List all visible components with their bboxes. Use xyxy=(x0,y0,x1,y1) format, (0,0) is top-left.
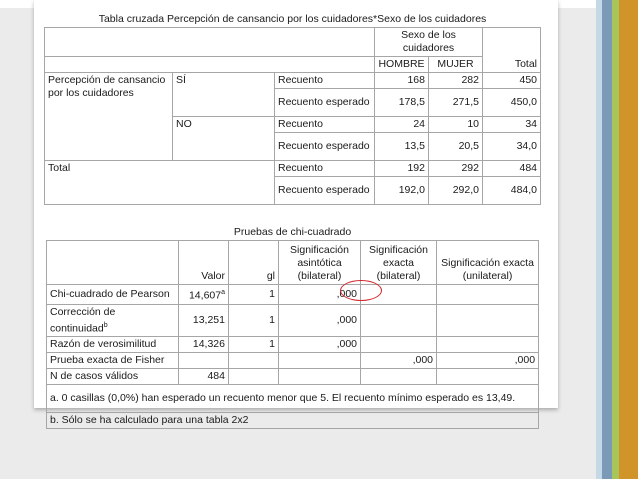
chi-title: Pruebas de chi-cuadrado xyxy=(47,225,539,241)
stat-label: Recuento esperado xyxy=(275,177,375,205)
footnote-marker: b xyxy=(103,321,108,329)
chi-sig-ex-uni xyxy=(437,337,539,353)
cell-value: 168 xyxy=(375,73,429,89)
stat-label: Recuento xyxy=(275,161,375,177)
cell-value: 20,5 xyxy=(429,133,483,161)
footnote-b: b. Sólo se ha calculado para una tabla 2x2 xyxy=(47,413,539,429)
crosstab-corner xyxy=(45,28,375,57)
chi-sig-asin xyxy=(279,353,361,369)
cell-value: 450 xyxy=(483,73,541,89)
col-header-mujer: MUJER xyxy=(429,57,483,73)
decorative-stripe-orange xyxy=(619,0,638,479)
chi-gl: 1 xyxy=(229,285,279,305)
cell-value: 271,5 xyxy=(429,89,483,117)
chi-row-label: Razón de verosimilitud xyxy=(47,337,179,353)
cell-value: 13,5 xyxy=(375,133,429,161)
cell-value: 484 xyxy=(483,161,541,177)
chi-sig-asin: ,000 xyxy=(279,285,361,305)
crosstab-corner-2 xyxy=(45,57,375,73)
chi-sig-asin: ,000 xyxy=(279,337,361,353)
cell-value: 450,0 xyxy=(483,89,541,117)
col-header-gl: gl xyxy=(229,241,279,285)
stat-label: Recuento xyxy=(275,73,375,89)
chi-sig-ex-bi xyxy=(361,337,437,353)
chi-valor: 484 xyxy=(179,369,229,385)
chi-sig-ex-uni: ,000 xyxy=(437,353,539,369)
cell-value: 192,0 xyxy=(375,177,429,205)
highlight-circle xyxy=(340,280,382,301)
row-total-label: Total xyxy=(45,161,275,205)
chi-valor xyxy=(179,353,229,369)
chi-sig-ex-uni xyxy=(437,369,539,385)
crosstab-table xyxy=(44,12,541,205)
chi-sig-ex-bi: ,000 xyxy=(361,353,437,369)
cell-value: 484,0 xyxy=(483,177,541,205)
chi-valor: 13,251 xyxy=(179,304,229,337)
chi-gl: 1 xyxy=(229,337,279,353)
group-label-no: NO xyxy=(173,117,275,161)
chi-sig-ex-uni xyxy=(437,285,539,305)
chi-sig-ex-bi xyxy=(361,369,437,385)
cell-value: 10 xyxy=(429,117,483,133)
chi-sig-asin xyxy=(279,369,361,385)
cell-value: 24 xyxy=(375,117,429,133)
chi-square-table xyxy=(46,225,539,429)
col-header-valor: Valor xyxy=(179,241,229,285)
col-header-total: Total xyxy=(483,28,541,73)
stat-label: Recuento xyxy=(275,117,375,133)
chi-row-label: N de casos válidos xyxy=(47,369,179,385)
crosstab-title: Tabla cruzada Percepción de cansancio por los cuidadores*Sexo de los cuidadores xyxy=(45,12,541,28)
cell-value: 34,0 xyxy=(483,133,541,161)
footnote-a: a. 0 casillas (0,0%) han esperado un recuento menor que 5. El recuento mínimo esperado es 13,49. xyxy=(47,385,539,413)
cell-value: 292 xyxy=(429,161,483,177)
cell-value: 34 xyxy=(483,117,541,133)
chi-row-label: Prueba exacta de Fisher xyxy=(47,353,179,369)
chi-row-label: Corrección de continuidad xyxy=(50,305,116,334)
decorative-stripe-blue xyxy=(602,0,612,479)
chi-gl xyxy=(229,353,279,369)
chi-row-label-cell xyxy=(47,304,179,337)
chi-valor-cell xyxy=(179,285,229,305)
cell-value: 178,5 xyxy=(375,89,429,117)
chi-sig-asin: ,000 xyxy=(279,304,361,337)
cell-value: 292,0 xyxy=(429,177,483,205)
chi-gl xyxy=(229,369,279,385)
chi-sig-ex-uni xyxy=(437,304,539,337)
decorative-stripe-green xyxy=(612,0,619,479)
col-header-sig-exacta-unilateral: Significación exacta (unilateral) xyxy=(437,241,539,285)
stat-label: Recuento esperado xyxy=(275,133,375,161)
stat-label: Recuento esperado xyxy=(275,89,375,117)
chi-valor: 14,326 xyxy=(179,337,229,353)
row-var-label: Percepción de cansancio por los cuidadores xyxy=(45,73,173,161)
chi-corner xyxy=(47,241,179,285)
col-header-sig-exacta-bilateral: Significación exacta (bilateral) xyxy=(361,241,437,285)
chi-row-label: Chi-cuadrado de Pearson xyxy=(47,285,179,305)
chi-sig-ex-bi xyxy=(361,304,437,337)
footnote-marker: a xyxy=(221,289,225,296)
cell-value: 192 xyxy=(375,161,429,177)
group-label-si: SÍ xyxy=(173,73,275,117)
chi-valor: 14,607 xyxy=(188,289,222,302)
col-header-sig-asintotica: Significación asintótica (bilateral) xyxy=(279,241,361,285)
col-group-header: Sexo de los cuidadores xyxy=(375,28,483,57)
cell-value: 282 xyxy=(429,73,483,89)
chi-gl: 1 xyxy=(229,304,279,337)
col-header-hombre: HOMBRE xyxy=(375,57,429,73)
